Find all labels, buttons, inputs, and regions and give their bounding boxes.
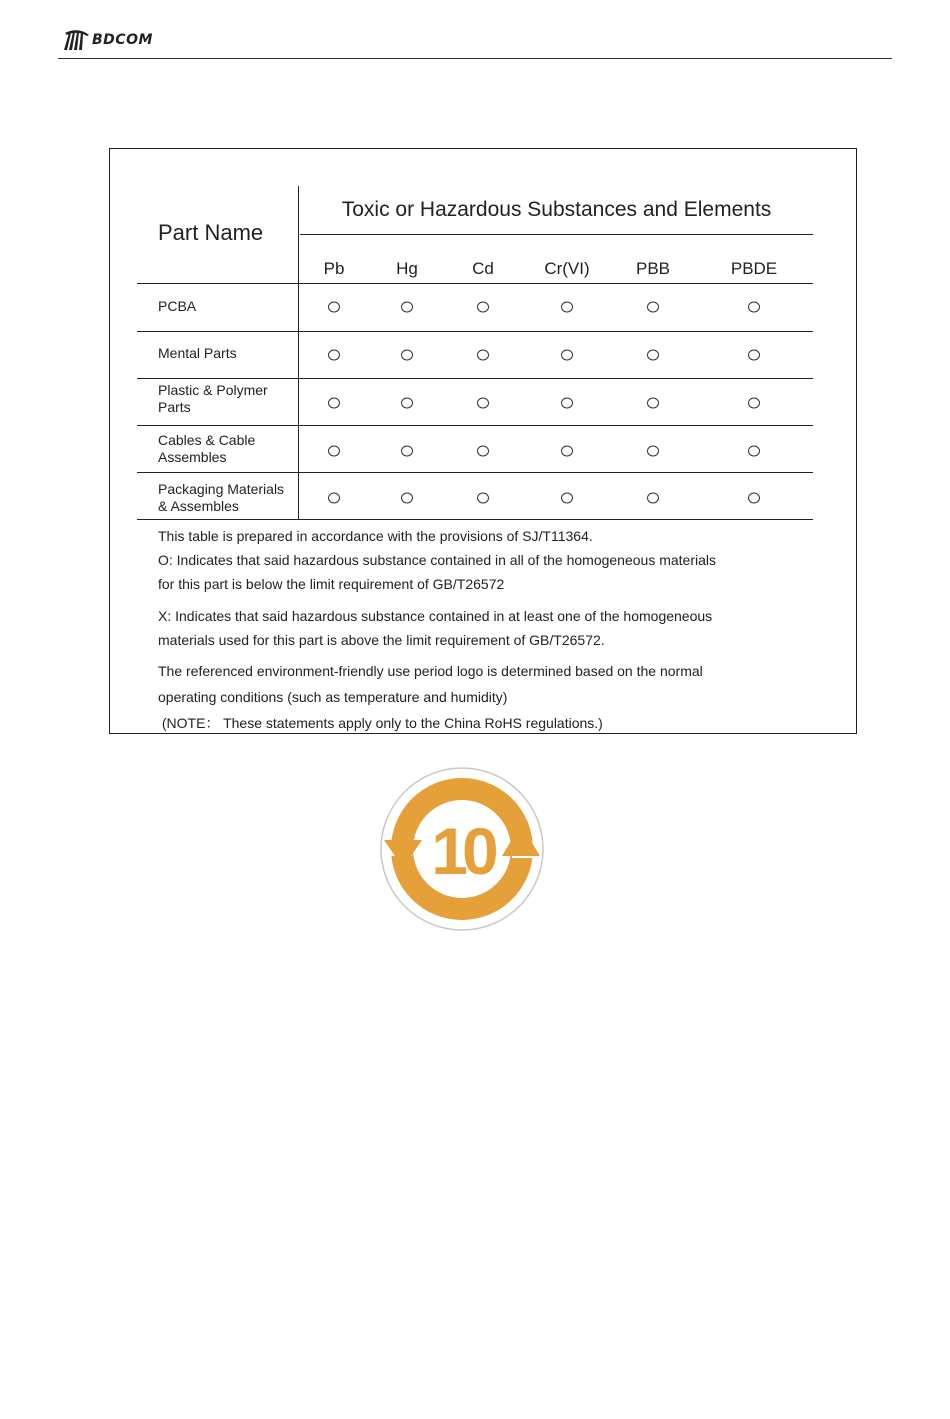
group-header-divider: [300, 234, 813, 235]
column-header-pbde: PBDE: [730, 259, 778, 278]
row-divider: [137, 425, 813, 426]
note-line: O: Indicates that said hazardous substance contained in all of the homogeneous materials: [158, 552, 717, 568]
note-line: materials used for this part is above the limit requirement of GB/T26572.: [158, 632, 605, 648]
substance-mark: [748, 493, 760, 504]
substance-mark: [748, 350, 760, 361]
row-label-line: Packaging Materials: [158, 481, 285, 497]
substance-mark: [561, 493, 573, 504]
header-bottom-divider: [137, 283, 813, 284]
part-name-header: Part Name: [158, 220, 264, 245]
bdcom-logo-icon: [62, 29, 90, 51]
row-divider: [137, 331, 813, 332]
substance-mark: [748, 398, 760, 409]
substance-mark: [328, 446, 340, 457]
column-header-pb: Pb: [323, 259, 345, 278]
note-line: for this part is below the limit requirement of GB/T26572: [158, 576, 505, 592]
substance-mark: [647, 302, 659, 313]
seal-number: 10: [431, 814, 493, 888]
row-label-packaging: [158, 481, 298, 515]
column-header-cd: Cd: [472, 259, 494, 278]
row-label-plastic-polymer: [158, 382, 298, 416]
row-label-line: & Assembles: [158, 498, 239, 514]
page-header: [58, 27, 892, 59]
substances-group-header: Toxic or Hazardous Substances and Elements: [341, 198, 772, 221]
substance-mark: [748, 302, 760, 313]
substance-mark: [647, 446, 659, 457]
note-line: (NOTE： These statements apply only to the China RoHS regulations.): [158, 715, 603, 731]
substance-mark: [647, 493, 659, 504]
substance-mark: [328, 302, 340, 313]
substance-mark: [328, 493, 340, 504]
row-divider: [137, 378, 813, 379]
substance-mark: [748, 446, 760, 457]
bdcom-logo: [62, 29, 153, 51]
substance-mark: [561, 446, 573, 457]
substance-mark: [647, 398, 659, 409]
note-line: The referenced environment-friendly use period logo is determined based on the normal: [158, 663, 703, 679]
recycle-period-icon: [378, 764, 546, 934]
substance-mark: [561, 302, 573, 313]
substance-mark: [401, 493, 413, 504]
note-line: This table is prepared in accordance with the provisions of SJ/T11364.: [158, 528, 593, 544]
environment-friendly-use-period-seal: [378, 764, 546, 939]
substance-mark: [477, 350, 489, 361]
column-header-pbb: PBB: [635, 259, 671, 278]
substance-mark: [561, 398, 573, 409]
note-line: operating conditions (such as temperature and humidity): [158, 689, 508, 705]
substance-mark: [328, 398, 340, 409]
substance-mark: [477, 398, 489, 409]
substance-mark: [401, 398, 413, 409]
substance-mark: [401, 350, 413, 361]
column-divider: [298, 186, 299, 520]
substance-mark: [477, 493, 489, 504]
row-divider: [137, 472, 813, 473]
table-bottom-divider: [137, 519, 813, 520]
row-label-line: Plastic & Polymer: [158, 382, 268, 398]
substance-mark: [647, 350, 659, 361]
row-label-cables: [158, 432, 298, 466]
row-label-line: Cables & Cable: [158, 432, 256, 448]
brand-name: BDCOM: [92, 32, 153, 48]
column-header-crvi: Cr(VI): [544, 259, 590, 278]
substance-mark: [328, 350, 340, 361]
substance-mark: [401, 446, 413, 457]
row-label-mental-parts: Mental Parts: [158, 345, 237, 361]
row-label-line: Assembles: [158, 449, 227, 465]
note-line: X: Indicates that said hazardous substance contained in at least one of the homogeneous: [158, 608, 713, 624]
column-header-hg: Hg: [396, 259, 418, 278]
substance-mark: [477, 302, 489, 313]
row-label-line: Parts: [158, 399, 191, 415]
substance-mark: [561, 350, 573, 361]
substance-mark: [401, 302, 413, 313]
row-label-pcba: PCBA: [158, 298, 197, 314]
substance-mark: [477, 446, 489, 457]
